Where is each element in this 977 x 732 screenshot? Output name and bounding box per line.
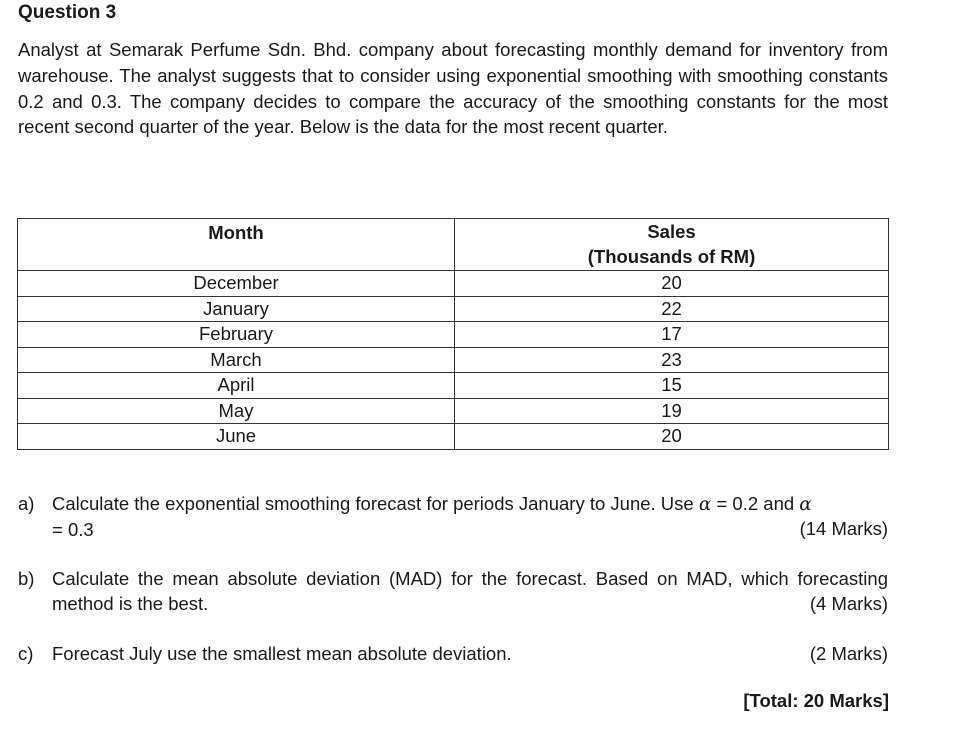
part-a-text-2: = 0.2 and <box>711 493 800 514</box>
part-b-text-content: Calculate the mean absolute deviation (MAD) for the forecast. Based on MAD, which forecasting method is the best. <box>52 568 888 614</box>
alpha-symbol: α <box>698 494 712 515</box>
month-cell: January <box>18 296 455 322</box>
part-b <box>18 567 888 616</box>
month-cell: February <box>18 322 455 348</box>
sales-cell: 17 <box>455 322 889 348</box>
table-header-row <box>18 219 889 271</box>
part-a-marks: (14 Marks) <box>799 517 888 539</box>
part-c-marks: (2 Marks) <box>809 643 888 664</box>
table-row <box>18 296 889 322</box>
month-cell: June <box>18 424 455 450</box>
sales-cell: 19 <box>455 398 889 424</box>
part-b-marks: (4 Marks) <box>809 592 888 614</box>
part-c <box>18 642 888 667</box>
month-cell: March <box>18 347 455 373</box>
month-cell: May <box>18 398 455 424</box>
month-cell: April <box>18 373 455 399</box>
alpha-symbol: α <box>799 494 812 515</box>
table-row <box>18 322 889 348</box>
part-b-text <box>52 567 888 616</box>
table-row <box>18 398 889 424</box>
month-header: Month <box>18 219 455 271</box>
table-row <box>18 347 889 373</box>
total-marks: [Total: 20 Marks] <box>743 690 889 711</box>
part-a-text <box>52 492 888 542</box>
question-intro: Analyst at Semarak Perfume Sdn. Bhd. company about forecasting monthly demand for inventory from warehouse. The analyst suggests that to consider using exponential smoothing with smoothing constants 0.2 and 0.3. The company decides to compare the accuracy of the smoothing constants for the most recent second quarter of the year. Below is the data for the most recent quarter. <box>18 39 888 138</box>
month-cell: December <box>18 271 455 297</box>
sales-cell: 20 <box>455 424 889 450</box>
sales-table <box>17 218 889 450</box>
part-a <box>18 492 888 542</box>
question-title: Question 3 <box>18 2 117 23</box>
part-a-text-1: Calculate the exponential smoothing forecast for periods January to June. Use <box>52 493 699 514</box>
part-a-text-3: = 0.3 <box>52 518 94 540</box>
sales-cell: 20 <box>455 271 889 297</box>
part-c-letter: c) <box>18 643 34 664</box>
part-b-letter: b) <box>18 568 35 589</box>
table-row <box>18 373 889 399</box>
sales-cell: 15 <box>455 373 889 399</box>
part-a-letter: a) <box>18 493 35 514</box>
table-row <box>18 424 889 450</box>
sales-header-line1: Sales <box>647 221 696 242</box>
sales-cell: 22 <box>455 296 889 322</box>
sales-header-line2: (Thousands of RM) <box>587 246 756 267</box>
part-c-text: Forecast July use the smallest mean absolute deviation. <box>52 643 512 664</box>
sales-cell: 23 <box>455 347 889 373</box>
sales-header <box>455 219 889 271</box>
table-row <box>18 271 889 297</box>
